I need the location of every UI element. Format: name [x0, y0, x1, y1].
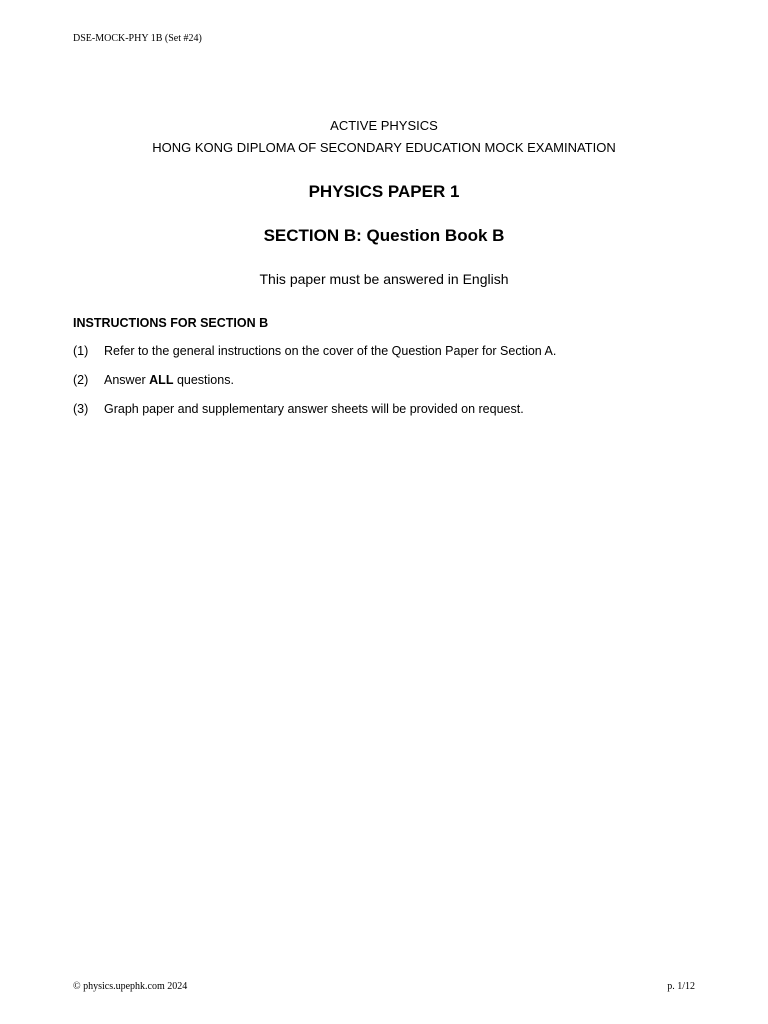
organization-name: ACTIVE PHYSICS	[330, 118, 438, 133]
section-title: SECTION B: Question Book B	[263, 226, 505, 245]
footer-copyright: © physics.upephk.com 2024	[73, 981, 188, 992]
paper-title: PHYSICS PAPER 1	[308, 182, 460, 201]
instruction-item-1	[73, 344, 556, 359]
instruction-text-after: questions.	[173, 373, 234, 387]
instruction-text: Refer to the general instructions on the cover of the Question Paper for Section A.	[104, 344, 557, 358]
instruction-emphasis: ALL	[149, 373, 174, 387]
examination-title: HONG KONG DIPLOMA OF SECONDARY EDUCATION MOCK EXAMINATION	[152, 140, 616, 155]
document-reference: DSE-MOCK-PHY 1B (Set #24)	[73, 33, 202, 44]
instruction-text-before: Answer	[104, 373, 150, 387]
instruction-item-2	[73, 373, 234, 388]
instruction-number: (2)	[73, 373, 89, 387]
instruction-text: Graph paper and supplementary answer sheets will be provided on request.	[104, 402, 524, 416]
instruction-item-3	[73, 402, 524, 417]
instructions-heading: INSTRUCTIONS FOR SECTION B	[73, 316, 269, 330]
language-note: This paper must be answered in English	[259, 271, 509, 287]
instruction-number: (1)	[73, 344, 89, 358]
footer-page-number: p. 1/12	[667, 981, 695, 992]
instruction-number: (3)	[73, 402, 89, 416]
